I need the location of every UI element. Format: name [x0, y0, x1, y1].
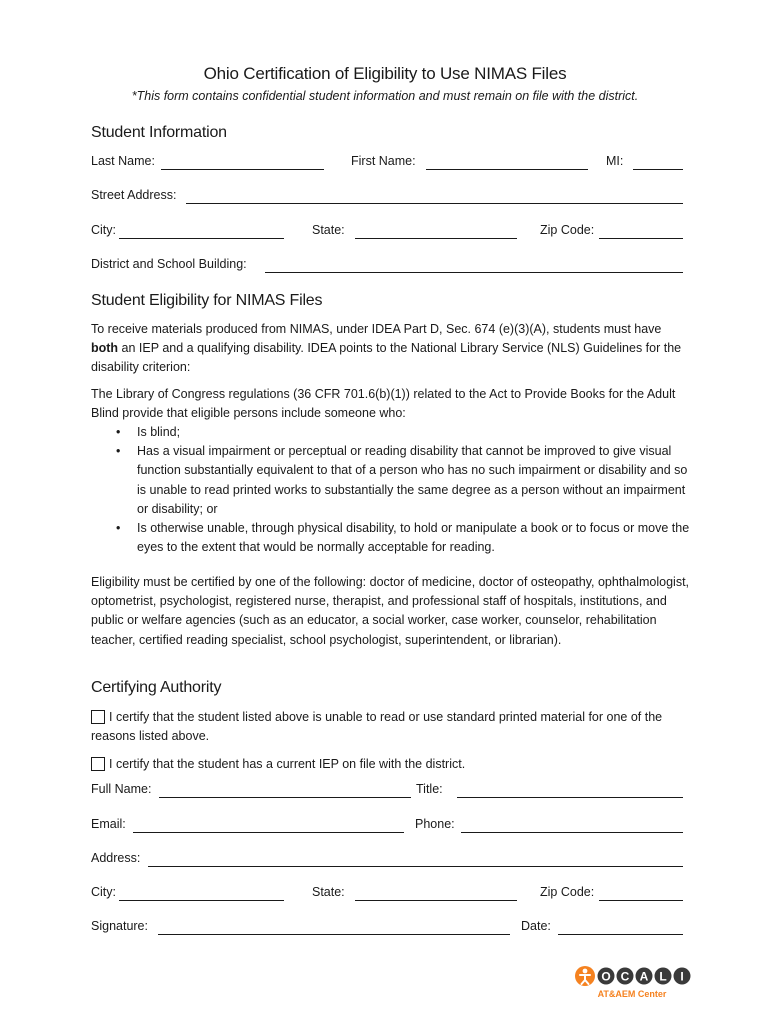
- street-address-label: Street Address:: [91, 188, 177, 202]
- criteria-item: • Is blind;: [91, 423, 691, 442]
- criteria-item: • Has a visual impairment or perceptual or reading disability that cannot be improved to give visual function substantially equivalent to that of a person who has no such impairment or disability and so is unable to read printed works to substantially the same degree as a person without an impairment or disability; or: [91, 442, 691, 519]
- state-label: State:: [312, 223, 345, 237]
- certify-unable-checkbox[interactable]: [91, 710, 105, 724]
- phone-label: Phone:: [415, 817, 455, 831]
- full-name-field[interactable]: [159, 797, 411, 798]
- cert-city-state-zip-row: [91, 885, 683, 905]
- cert-address-row: [91, 851, 683, 871]
- eligibility-paragraph-3: Eligibility must be certified by one of the following: doctor of medicine, doctor of osteopathy, ophthalmologist, optometrist, psychologist, registered nurse, therapist, and professional staff of hospitals, institutions, and public or welfare agencies (such as an educator, a social worker, case worker, counselor, rehabilitation teacher, certified reading specialist, school psychologist, superintendent, or librarian).: [91, 575, 690, 647]
- mi-field[interactable]: [633, 169, 683, 170]
- name-row: [91, 154, 683, 174]
- mi-label: MI:: [606, 154, 624, 168]
- logo-letter: O: [601, 969, 611, 984]
- city-field[interactable]: [119, 238, 284, 239]
- eligibility-heading: Student Eligibility for NIMAS Files: [91, 292, 323, 309]
- signature-label: Signature:: [91, 919, 148, 933]
- logo-letter: C: [620, 969, 630, 984]
- title-field[interactable]: [457, 797, 683, 798]
- paragraph-text: an IEP and a qualifying disability. IDEA points to the National Library Service (NLS) Guidelines for the disability criterion:: [91, 341, 682, 375]
- city-label: City:: [91, 223, 116, 237]
- emphasis-text: both: [91, 341, 119, 356]
- eligibility-paragraph-1: [91, 320, 691, 378]
- email-phone-row: [91, 817, 683, 837]
- date-label: Date:: [521, 919, 551, 933]
- paragraph-text: To receive materials produced from NIMAS, under IDEA Part D, Sec. 674 (e)(3)(A), students must have: [91, 322, 662, 336]
- first-name-field[interactable]: [426, 169, 588, 170]
- cert-zip-code-field[interactable]: [599, 900, 683, 901]
- cert-city-field[interactable]: [119, 900, 284, 901]
- logo-letter: L: [659, 969, 667, 984]
- email-field[interactable]: [133, 832, 404, 833]
- logo-letter: A: [639, 969, 649, 984]
- district-field[interactable]: [265, 272, 683, 273]
- zip-code-label: Zip Code:: [540, 223, 595, 237]
- email-label: Email:: [91, 817, 126, 831]
- signature-date-row: [91, 919, 683, 939]
- page-title: Ohio Certification of Eligibility to Use NIMAS Files: [203, 64, 567, 83]
- district-label: District and School Building:: [91, 257, 247, 271]
- zip-code-field[interactable]: [599, 238, 683, 239]
- city-state-zip-row: [91, 223, 683, 243]
- eligibility-paragraph-2: The Library of Congress regulations (36 CFR 701.6(b)(1)) related to the Act to Provide Books for the Adult Blind provide that eligible persons include someone who:: [91, 387, 676, 421]
- checkbox-label: I certify that the student has a current IEP on file with the district.: [109, 757, 466, 771]
- criteria-item: • Is otherwise unable, through physical disability, to hold or manipulate a book or to focus or move the eyes to the extent that would be normally acceptable for reading.: [91, 519, 691, 557]
- full-name-label: Full Name:: [91, 782, 152, 796]
- criteria-list: [91, 423, 691, 557]
- street-address-field[interactable]: [186, 203, 683, 204]
- address-label: Address:: [91, 851, 141, 865]
- street-row: [91, 188, 683, 208]
- student-info-heading: Student Information: [91, 124, 227, 141]
- ocali-logo: [574, 963, 698, 1001]
- state-field[interactable]: [355, 238, 517, 239]
- cert-zip-code-label: Zip Code:: [540, 885, 595, 899]
- district-row: [91, 257, 683, 277]
- cert-city-label: City:: [91, 885, 116, 899]
- phone-field[interactable]: [461, 832, 683, 833]
- ocali-letters: [598, 968, 691, 985]
- confidential-note: *This form contains confidential student information and must remain on file with the district.: [131, 89, 639, 103]
- first-name-label: First Name:: [351, 154, 416, 168]
- date-field[interactable]: [558, 934, 683, 935]
- fullname-title-row: [91, 782, 683, 802]
- logo-letter: I: [680, 969, 684, 984]
- logo-subtitle: AT&AEM Center: [597, 989, 667, 999]
- checkbox-label: I certify that the student listed above is unable to read or use standard printed material for one of the reasons listed above.: [91, 710, 663, 744]
- certifying-heading: Certifying Authority: [91, 679, 222, 696]
- cert-state-label: State:: [312, 885, 345, 899]
- certify-option-1: [91, 708, 691, 746]
- last-name-field[interactable]: [161, 169, 324, 170]
- certify-iep-checkbox[interactable]: [91, 757, 105, 771]
- title-label: Title:: [416, 782, 443, 796]
- address-field[interactable]: [148, 866, 683, 867]
- cert-state-field[interactable]: [355, 900, 517, 901]
- signature-field[interactable]: [158, 934, 510, 935]
- certify-option-2: [91, 755, 691, 774]
- last-name-label: Last Name:: [91, 154, 155, 168]
